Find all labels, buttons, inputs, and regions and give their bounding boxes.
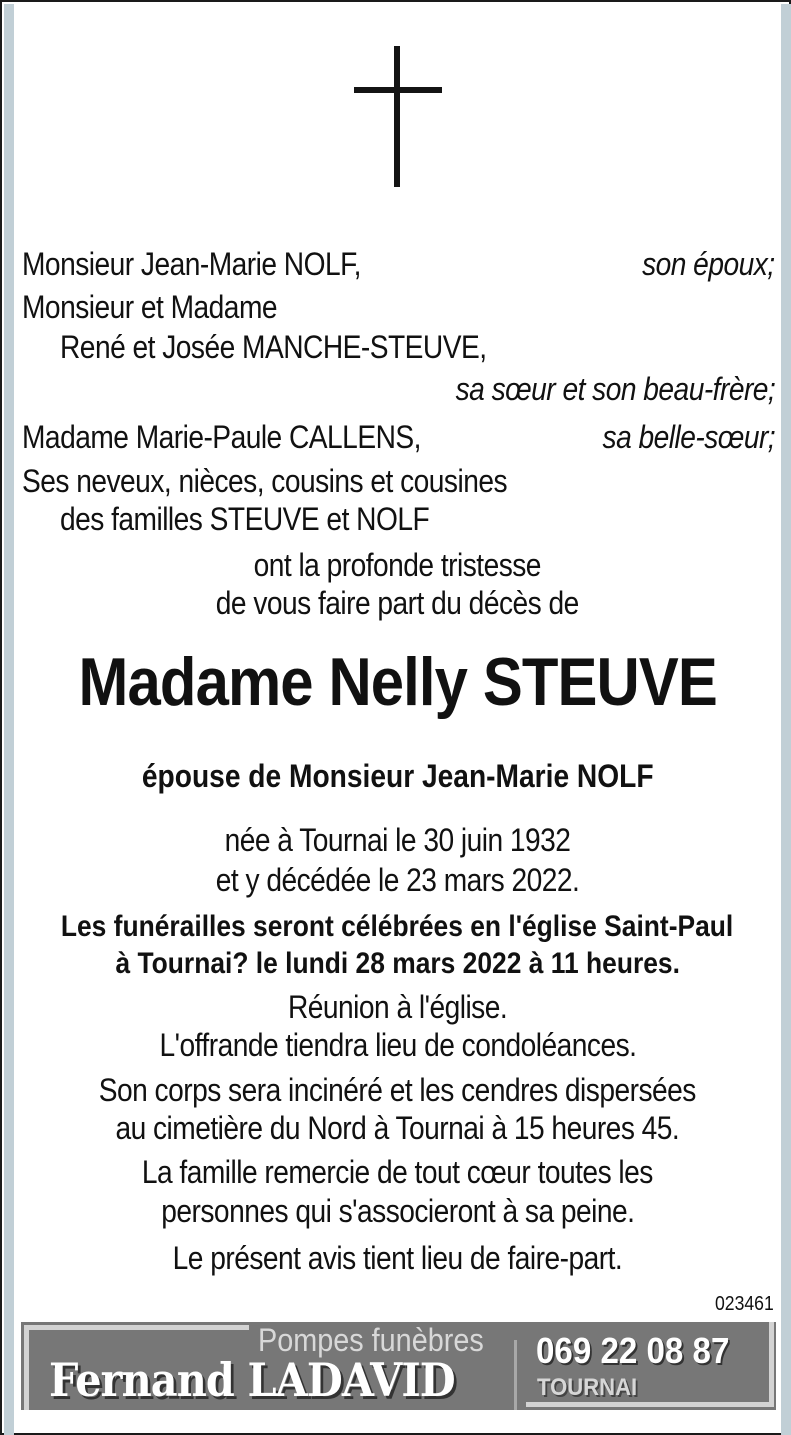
death-line-text: et y décédée le 23 mars 2022. [215,862,580,898]
meeting-line [14,987,781,1027]
deceased-name [14,642,781,722]
family-member-2-name-line2: René et Josée MANCHE-STEUVE, [60,329,487,365]
closing-line-text: Le présent avis tient lieu de faire-part. [172,1240,623,1276]
family-member-name-line1 [22,287,312,327]
left-side-stripe [4,4,14,1435]
family-member-relation [402,244,775,284]
family-member-name [22,244,407,284]
family-member-name [22,417,475,457]
banner-frame-bottom [526,1402,774,1407]
family-member-4-name-line1: Ses neveux, nièces, cousins et cousines [22,463,508,499]
birth-line [14,820,781,860]
spouse-line-text: épouse de Monsieur Jean-Marie NOLF [141,758,654,794]
announcement-line-1 [14,545,781,585]
offering-line [14,1025,781,1065]
announcement-text-2: de vous faire part du décès de [215,585,579,621]
banner-separator [514,1340,517,1410]
family-member-2-relation: sa sœur et son beau-frère; [455,371,775,407]
cremation-line-1-text: Son corps sera incinéré et les cendres dispersées [98,1072,697,1108]
announcement-line-2 [14,583,781,623]
banner-frame-left [24,1325,29,1410]
funeral-line-2-text: à Tournai? le lundi 28 mars 2022 à 11 heures. [115,947,680,980]
right-side-stripe [781,4,791,1435]
funeral-home-town: TOURNAI [537,1374,638,1401]
funeral-home-name: Fernand LADAVID [49,1353,455,1407]
banner-frame-top [24,1325,249,1330]
funeral-line-1 [14,908,781,946]
offering-line-text: L'offrande tiendra lieu de condoléances. [159,1027,636,1063]
thanks-line-2 [14,1191,781,1231]
family-member-3-name: Madame Marie-Paule CALLENS, [22,419,421,455]
funeral-line-2 [14,945,781,983]
reference-number-text: 023461 [715,1293,774,1315]
family-member-name-line1 [22,461,573,501]
cross-vertical-bar [394,46,400,187]
meeting-line-text: Réunion à l'église. [287,989,508,1025]
thanks-line-2-text: personnes qui s'associeront à sa peine. [160,1193,635,1229]
death-line [14,860,781,900]
banner-frame-right [769,1322,774,1407]
family-member-2-name-line1: Monsieur et Madame [22,289,278,325]
cross-horizontal-bar [354,87,442,93]
reference-number [602,1292,774,1316]
family-member-4-name-line2: des familles STEUVE et NOLF [60,501,430,537]
family-member-3-relation: sa belle-sœur; [602,419,775,455]
cremation-line-2-text: au cimetière du Nord à Tournai à 15 heures 45. [115,1110,680,1146]
deceased-name-text: Madame Nelly STEUVE [78,644,717,720]
family-member-name-line2 [60,327,545,367]
funeral-line-1-text: Les funérailles seront célébrées en l'église Saint-Paul [61,910,734,943]
family-member-relation [302,369,775,409]
thanks-line-1-text: La famille remercie de tout cœur toutes les [141,1154,653,1190]
announcement-text-1: ont la profonde tristesse [253,547,542,583]
spouse-line [14,756,781,796]
thanks-line-1 [14,1152,781,1192]
cremation-line-1 [14,1070,781,1110]
funeral-home-tagline: Pompes funèbres [258,1322,484,1358]
closing-line [14,1238,781,1278]
family-member-relation [452,417,775,457]
birth-line-text: née à Tournai le 30 juin 1932 [224,822,571,858]
funeral-home-banner [21,1322,776,1410]
family-member-1-relation: son époux; [642,246,775,282]
funeral-home-phone: 069 22 08 87 [536,1330,730,1371]
family-member-1-name: Monsieur Jean-Marie NOLF, [22,246,361,282]
cremation-line-2 [14,1108,781,1148]
family-member-name-line2 [60,499,480,539]
